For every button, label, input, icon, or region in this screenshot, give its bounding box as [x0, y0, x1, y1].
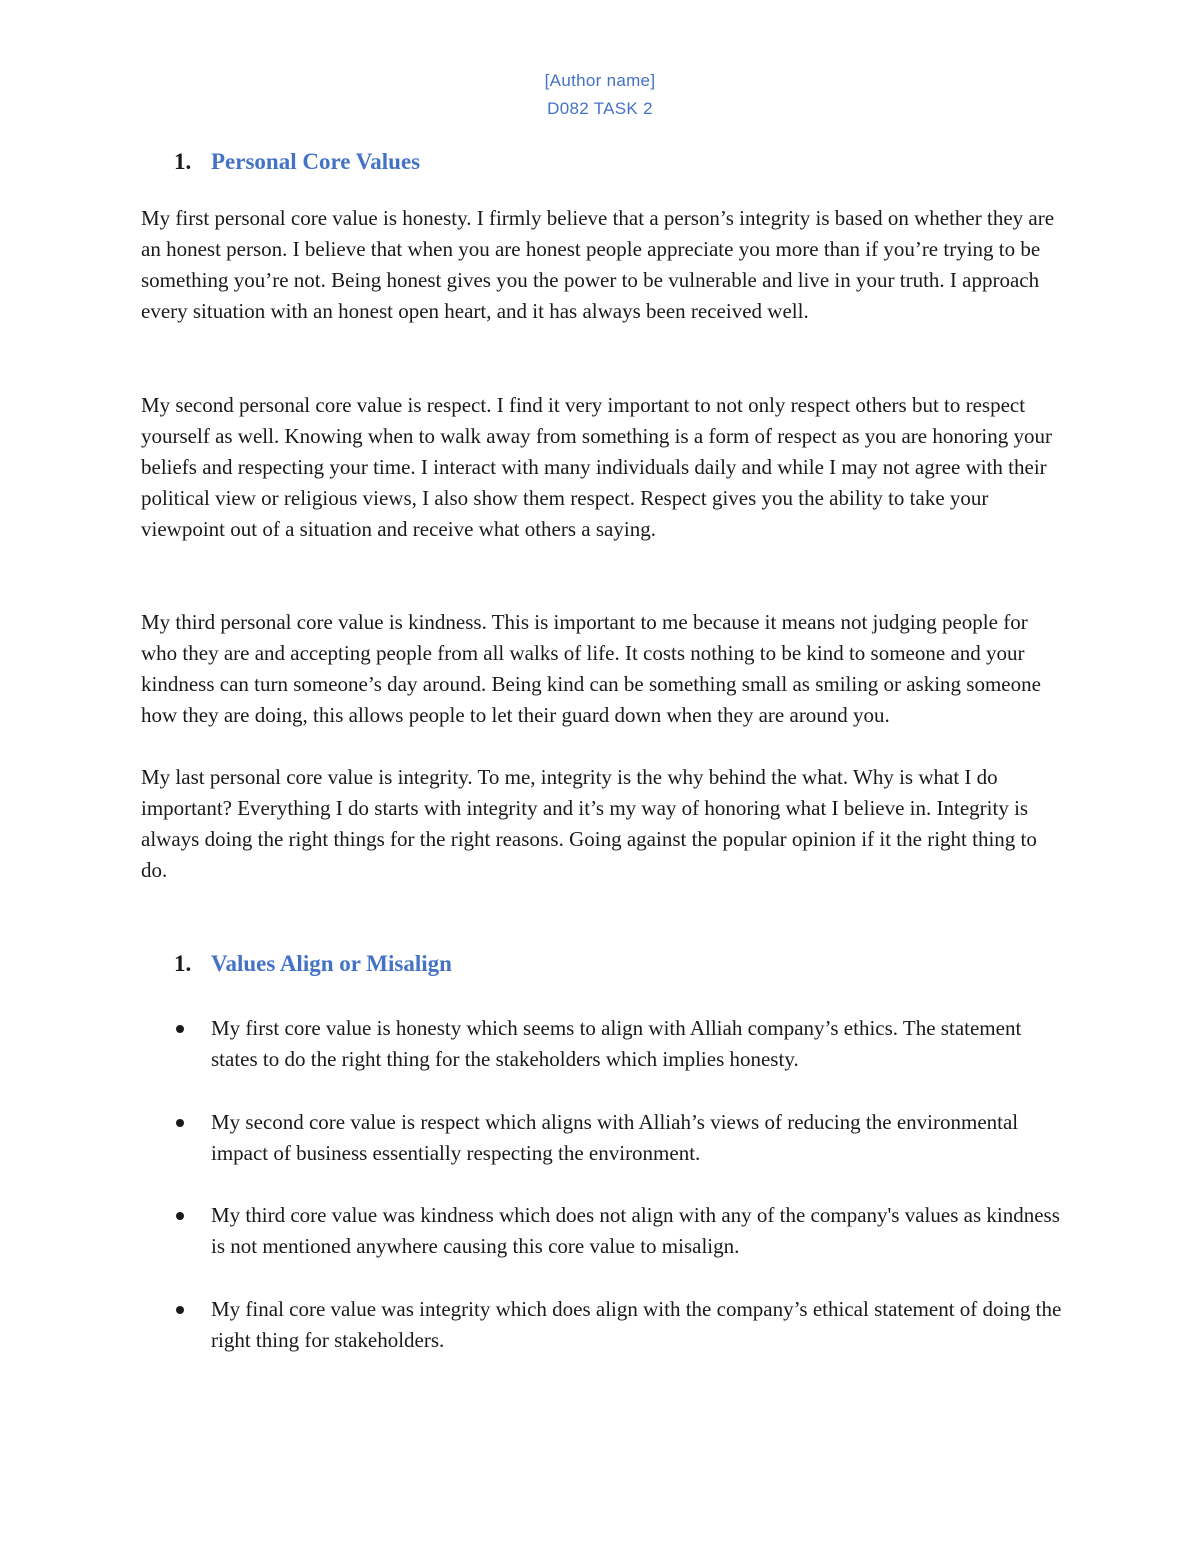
paragraph-honesty: My first personal core value is honesty. I firmly believe that a person’s integrity is based on whether they are an honest person. I believe that when you are honest people appreciate you more than if you’re trying to be something you’re not. Being honest gives you the power to be vulnerable and live in your truth. I approach every situation with an honest open heart, and it has always been received well.	[141, 206, 1055, 324]
list-item-text: My final core value was integrity which does align with the company’s ethical statement of doing the right thing for stakeholders.	[211, 1296, 1062, 1352]
paragraph-kindness: My third personal core value is kindness. This is important to me because it means not judging people for who they are and accepting people from all walks of life. It costs nothing to be kind to someone and your kindness can turn someone’s day around. Being kind can be something small as smiling or asking someone how they are doing, this allows people to let their guard down when they are around you.	[141, 610, 1041, 728]
bullet-icon	[176, 1212, 184, 1220]
task-title: D082 TASK 2	[547, 99, 653, 118]
bullet-icon	[176, 1306, 184, 1314]
section-heading-personal-core-values	[174, 148, 420, 176]
list-item-text: My second core value is respect which aligns with Alliah’s views of reducing the environmental impact of business essentially respecting the environment.	[211, 1109, 1019, 1165]
section-number: 1.	[174, 951, 192, 976]
list-item-text: My first core value is honesty which seems to align with Alliah company’s ethics. The statement states to do the right thing for the stakeholders which implies honesty.	[211, 1016, 1022, 1072]
section-title: Personal Core Values	[211, 149, 421, 174]
alignment-bullet-list	[174, 1013, 1064, 1387]
list-item	[174, 1200, 1064, 1262]
list-item-text: My third core value was kindness which does not align with any of the company's values as kindness is not mentioned anywhere causing this core value to misalign.	[211, 1203, 1060, 1259]
paragraph-respect: My second personal core value is respect. I find it very important to not only respect others but to respect yourself as well. Knowing when to walk away from something is a form of respect as you are honoring your beliefs and respecting your time. I interact with many individuals daily and while I may not agree with their political view or religious views, I also show them respect. Respect gives you the ability to take your viewpoint out of a situation and receive what others a saying.	[141, 393, 1052, 542]
section-title: Values Align or Misalign	[211, 951, 452, 976]
bullet-icon	[176, 1025, 184, 1033]
author-name: [Author name]	[544, 71, 656, 90]
list-item	[174, 1294, 1064, 1356]
section-number: 1.	[174, 149, 192, 174]
paragraph-integrity: My last personal core value is integrity. To me, integrity is the why behind the what. Why is what I do important? Everything I do starts with integrity and it’s my way of honoring what I believe in. Integrity is always doing the right things for the right reasons. Going against the popular opinion if it the right thing to do.	[141, 765, 1037, 883]
list-item	[174, 1013, 1064, 1075]
bullet-icon	[176, 1119, 184, 1127]
list-item	[174, 1107, 1064, 1169]
section-heading-values-align	[174, 950, 452, 978]
